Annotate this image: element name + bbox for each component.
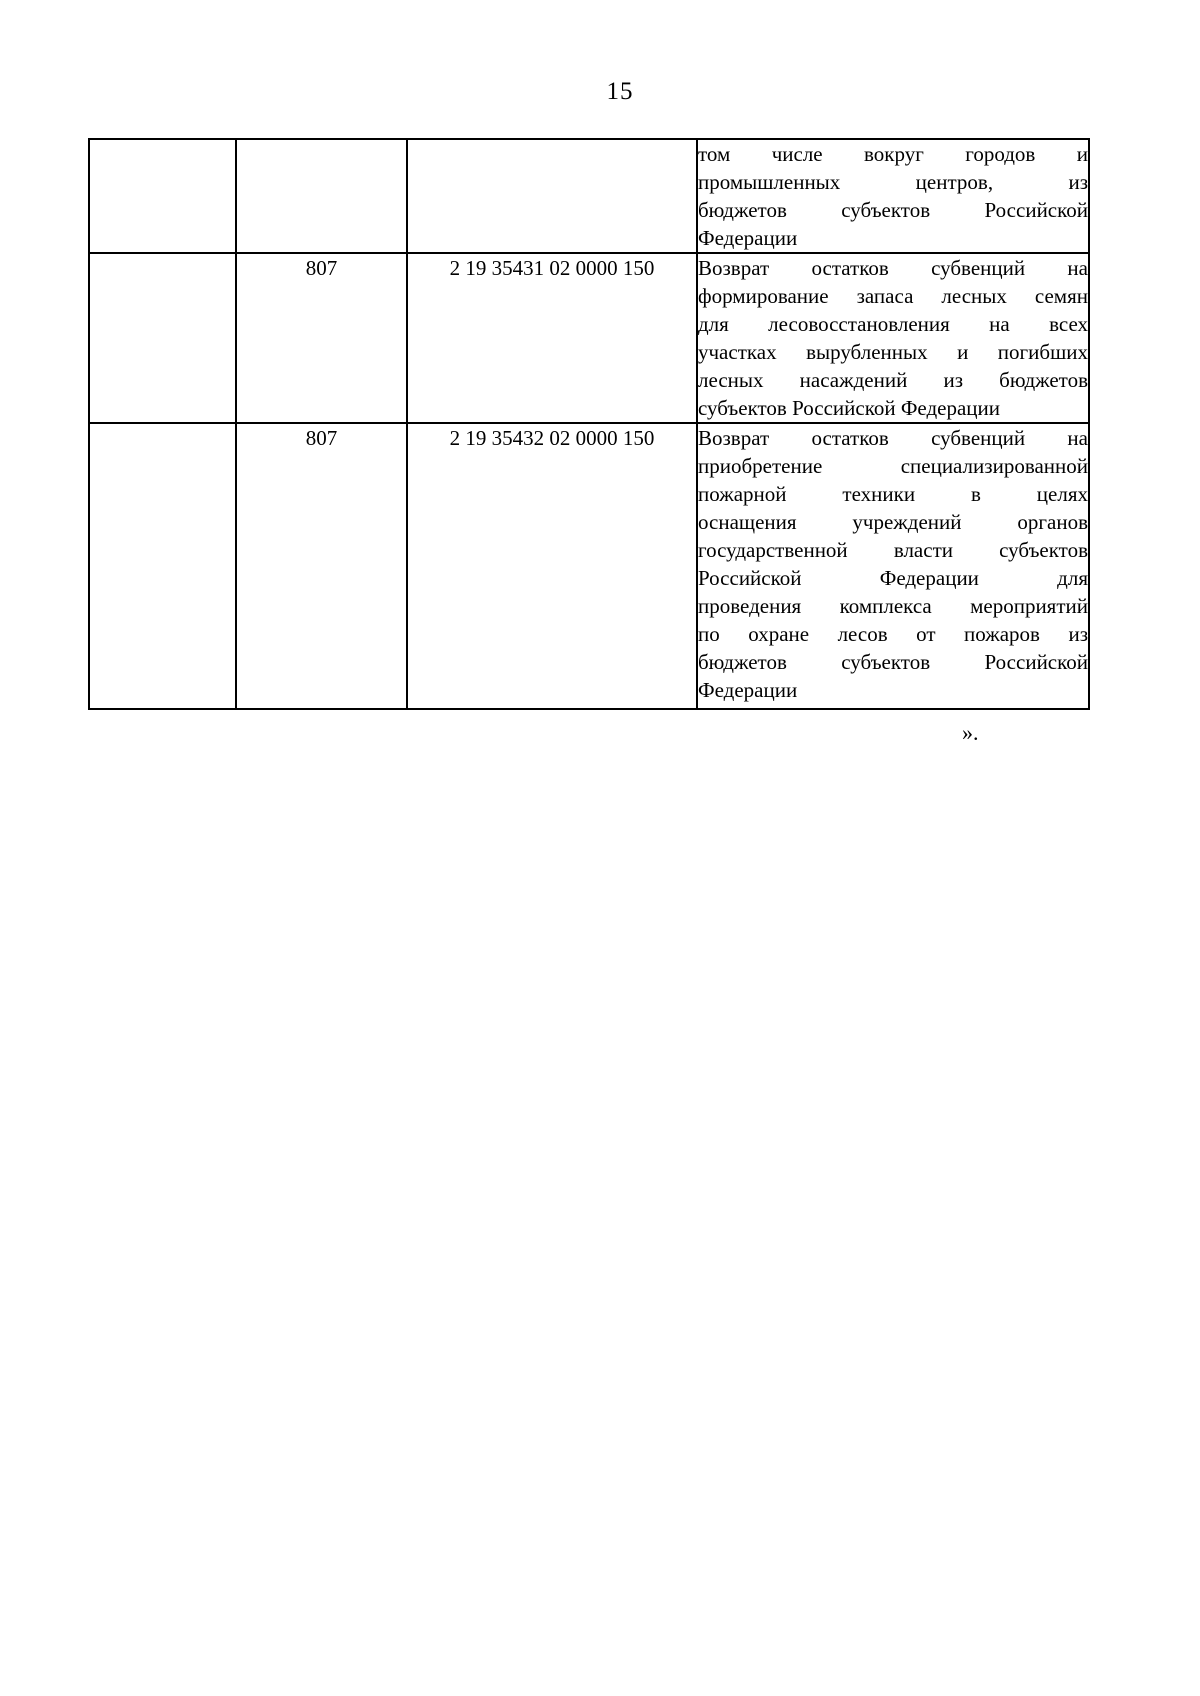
description-line: бюджетов субъектов Российской	[698, 198, 1088, 222]
description-line: формирование запаса лесных семян	[698, 284, 1088, 308]
description-line: приобретение специализированной	[698, 454, 1088, 478]
description-line: пожарной техники в целях	[698, 482, 1088, 506]
empty-cell	[89, 423, 236, 709]
admin-code-cell: 807	[236, 423, 407, 709]
table-row	[89, 139, 1089, 253]
budget-code-cell: 2 19 35432 02 0000 150	[407, 423, 697, 709]
admin-code-cell: 807	[236, 253, 407, 423]
description-line: для лесовосстановления на всех	[698, 312, 1088, 336]
budget-classification-table	[88, 138, 1090, 710]
description-line: участках вырубленных и погибших	[698, 340, 1088, 364]
description-line: Российской Федерации для	[698, 566, 1088, 590]
description-line: Федерации	[698, 226, 798, 250]
description-line: промышленных центров, из	[698, 170, 1088, 194]
description-line: субъектов Российской Федерации	[698, 396, 1001, 420]
description-line: бюджетов субъектов Российской	[698, 650, 1088, 674]
description-line: оснащения учреждений органов	[698, 510, 1088, 534]
page-number: 15	[606, 78, 634, 105]
table-row	[89, 423, 1089, 709]
description-cell	[697, 139, 1089, 253]
empty-cell	[89, 139, 236, 253]
description-line: том числе вокруг городов и	[698, 142, 1088, 166]
description-cell	[697, 423, 1089, 709]
budget-code-cell	[407, 139, 697, 253]
description-line: проведения комплекса мероприятий	[698, 594, 1088, 618]
table-row	[89, 253, 1089, 423]
empty-cell	[89, 253, 236, 423]
description-line: государственной власти субъектов	[698, 538, 1088, 562]
description-line: Возврат остатков субвенций на	[698, 256, 1088, 280]
description-line: Федерации	[698, 678, 798, 702]
admin-code-cell	[236, 139, 407, 253]
closing-quote: ».	[962, 720, 979, 745]
budget-code-cell: 2 19 35431 02 0000 150	[407, 253, 697, 423]
description-line: лесных насаждений из бюджетов	[698, 368, 1088, 392]
description-cell	[697, 253, 1089, 423]
description-line: по охране лесов от пожаров из	[698, 622, 1088, 646]
description-line: Возврат остатков субвенций на	[698, 426, 1088, 450]
